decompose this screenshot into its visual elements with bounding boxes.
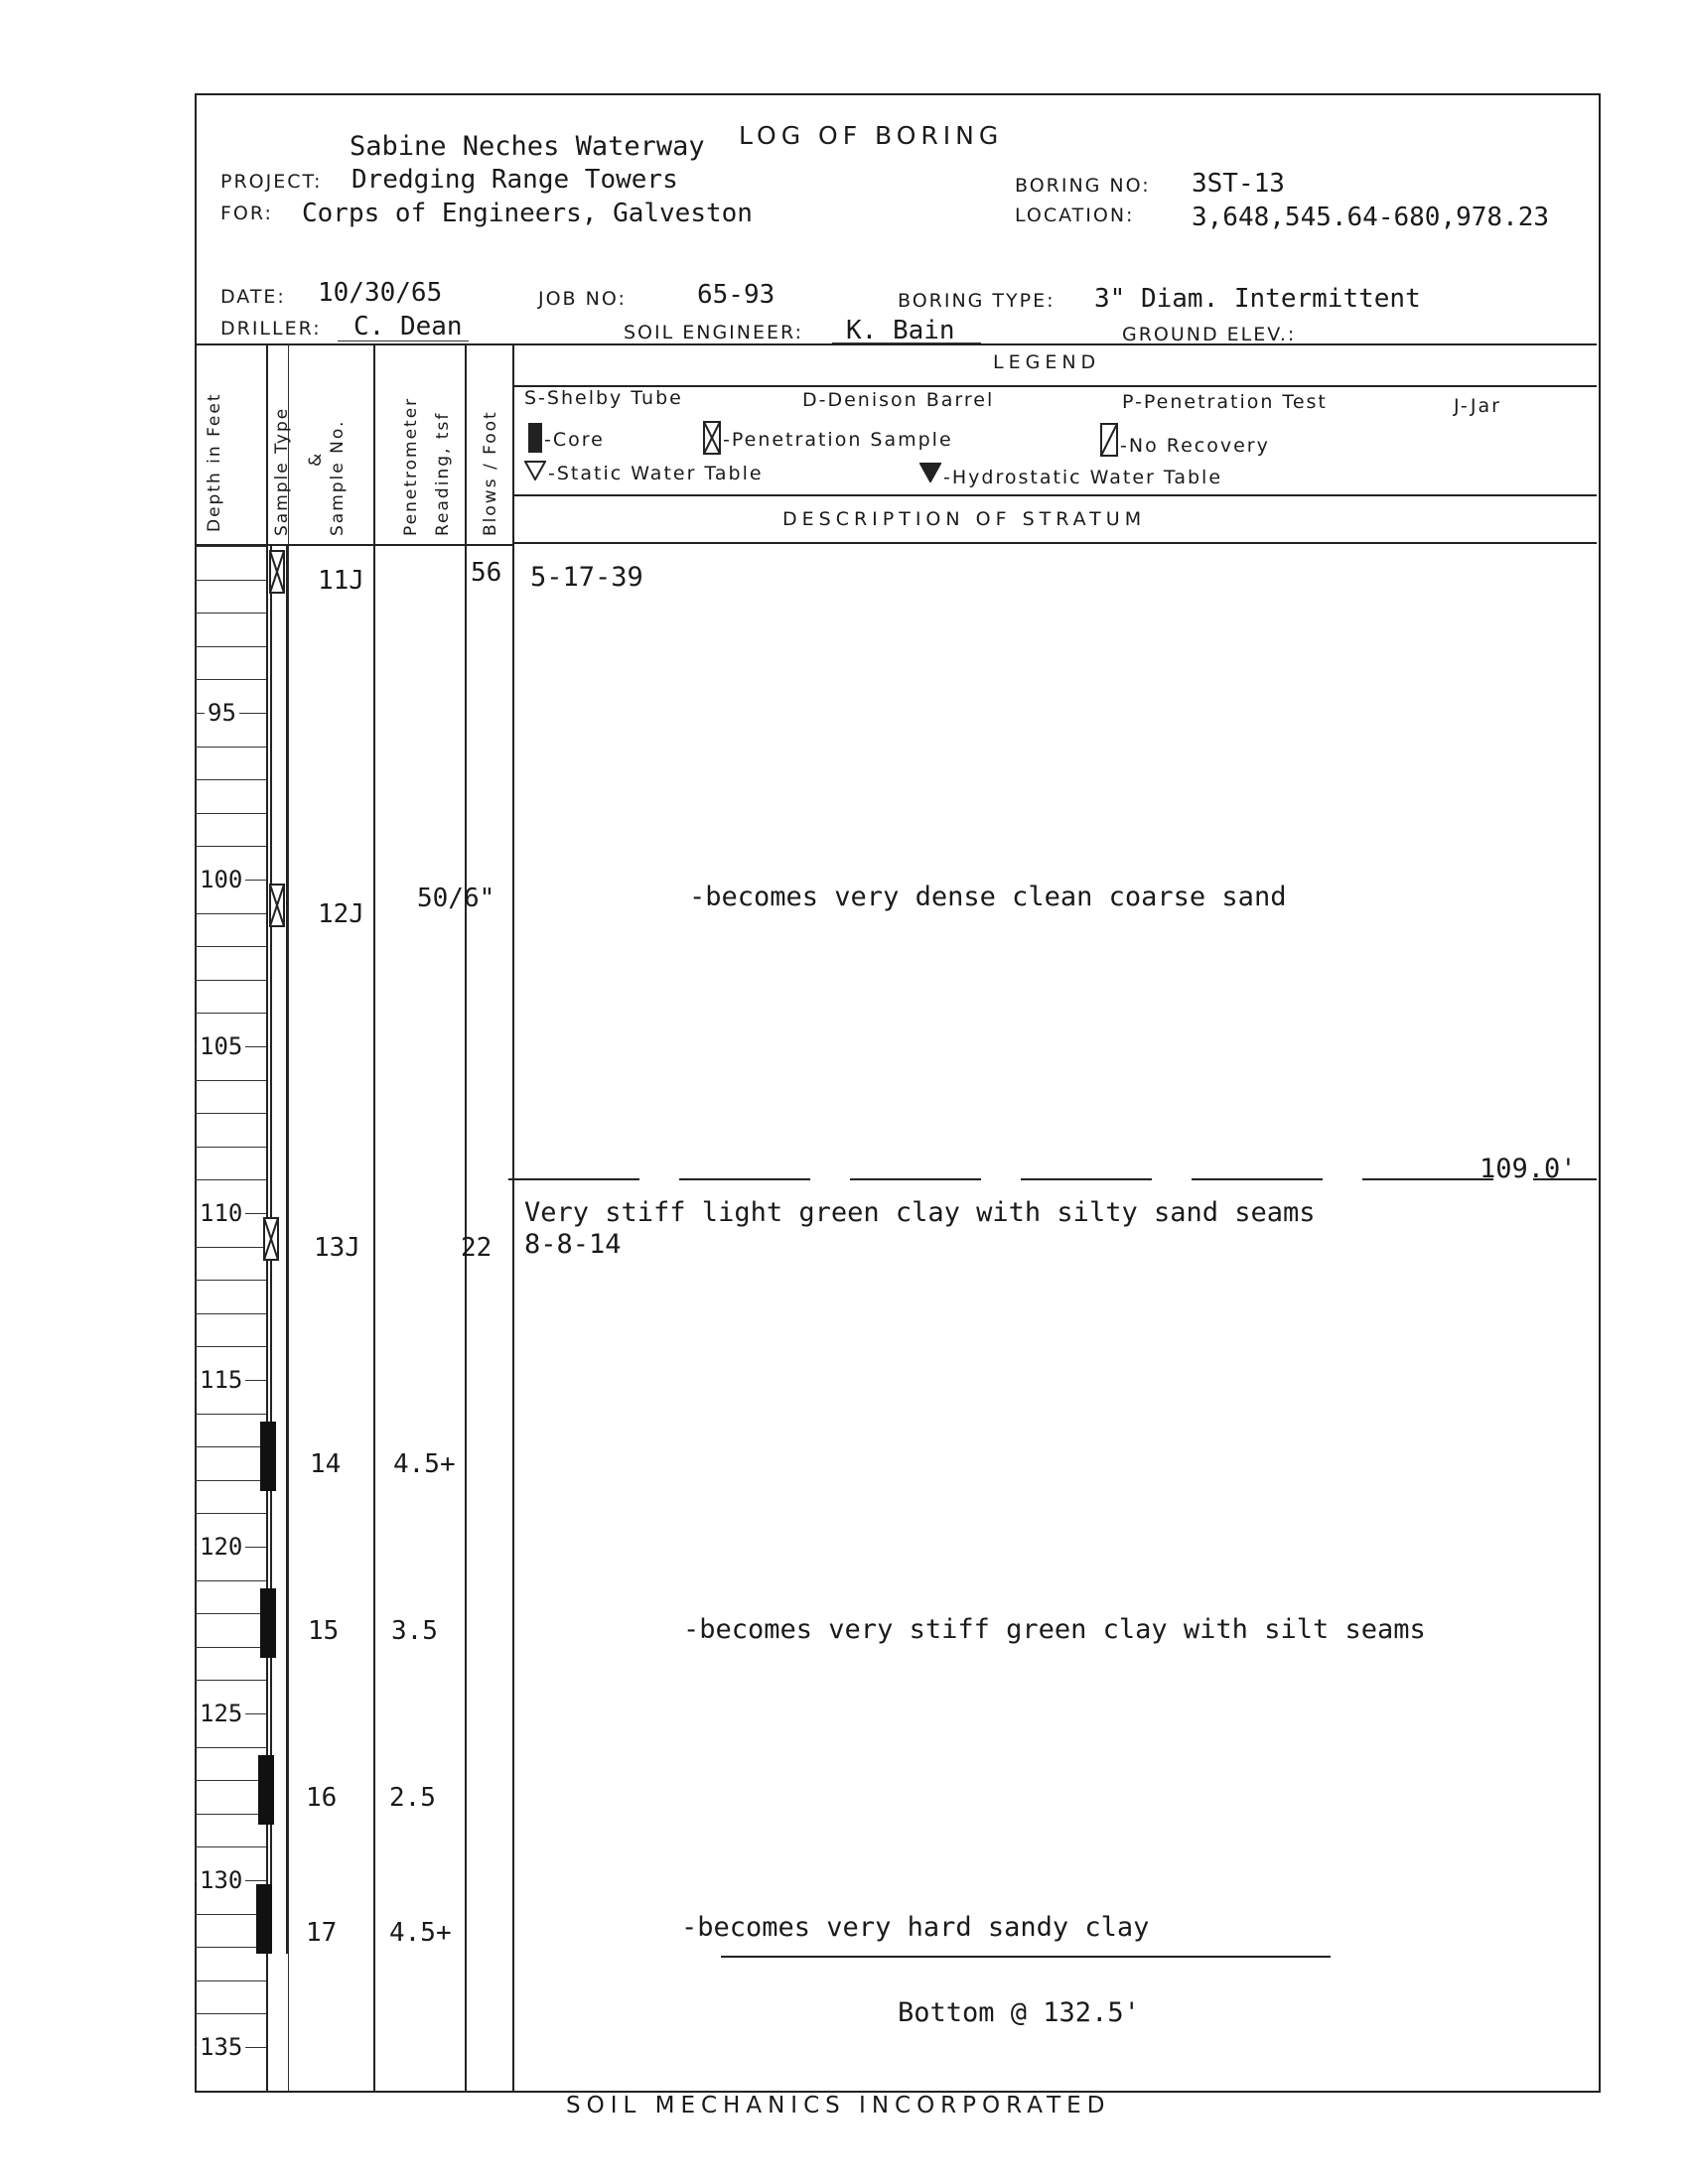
depth-label-95: 95 (205, 699, 239, 727)
description-stiff-green-clay: Very stiff light green clay with silty sand seams (524, 1197, 1316, 1228)
col-header-sample-type: Sample Type (272, 406, 292, 536)
blows-11j: 56 (471, 558, 502, 588)
hydrostatic-water-legend-icon (919, 463, 941, 482)
depth-tick (195, 1480, 266, 1481)
legend-static-water: -Static Water Table (548, 463, 764, 484)
penetrometer-14: 4.5+ (393, 1449, 456, 1479)
depth-label-105: 105 (197, 1032, 245, 1060)
penetration-sample-13j-icon (263, 1217, 279, 1261)
stratum-depth-label: 109.0' (1480, 1154, 1577, 1184)
depth-tick (195, 679, 266, 680)
description-dense-sand: -becomes very dense clean coarse sand (689, 882, 1287, 912)
core-legend-icon (528, 423, 542, 453)
legend-core: -Core (544, 429, 605, 451)
core-sample-16-icon (258, 1755, 274, 1825)
legend-shelby: S-Shelby Tube (524, 387, 683, 409)
for-value: Corps of Engineers, Galveston (302, 199, 753, 228)
col-divider-blows (512, 343, 514, 2091)
sample-no-14: 14 (310, 1449, 342, 1479)
depth-tick (195, 1680, 266, 1681)
depth-tick (195, 1313, 266, 1314)
depth-tick (195, 1780, 266, 1781)
depth-tick (195, 1179, 266, 1180)
core-sample-17-icon (256, 1884, 272, 1954)
legend-jar: J-Jar (1454, 395, 1501, 417)
depth-tick (195, 1446, 266, 1447)
penetration-sample-12j-icon (269, 884, 285, 927)
location-label: LOCATION: (1015, 205, 1135, 226)
depth-tick (195, 1080, 266, 1081)
boring-type-value: 3" Diam. Intermittent (1094, 284, 1421, 314)
depth-tick (195, 580, 266, 581)
date-label: DATE: (220, 286, 286, 308)
blows-13j: 22 (461, 1233, 493, 1263)
depth-tick (195, 1113, 266, 1114)
depth-tick (195, 1346, 266, 1347)
penetrometer-16: 2.5 (389, 1783, 436, 1813)
col-divider-sample-type (288, 343, 289, 2091)
soil-engineer-label: SOIL ENGINEER: (624, 322, 804, 343)
boring-no-value: 3ST-13 (1192, 169, 1285, 199)
depth-tick (195, 1747, 266, 1748)
col-header-sample-amp: & (306, 451, 326, 467)
sample-no-13j: 13J (314, 1233, 360, 1263)
footer-company: SOIL MECHANICS INCORPORATED (566, 2093, 1111, 2118)
core-sample-14-icon (260, 1422, 276, 1491)
description-header: DESCRIPTION OF STRATUM (782, 508, 1147, 530)
col-header-depth: Depth in Feet (205, 392, 224, 532)
col-divider-sample-no (373, 343, 375, 2091)
depth-tick (195, 913, 266, 914)
legend-bottom-line (512, 494, 1597, 496)
header-divider (195, 343, 1597, 345)
depth-tick (195, 946, 266, 947)
depth-tick (195, 1814, 266, 1815)
project-label: PROJECT: (220, 171, 323, 193)
sample-no-15: 15 (308, 1616, 340, 1646)
depth-tick (195, 779, 266, 780)
depth-tick (195, 1613, 266, 1614)
depth-tick (195, 613, 266, 614)
legend-denison: D-Denison Barrel (802, 389, 995, 411)
depth-tick (195, 1846, 266, 1847)
depth-tick (195, 1414, 266, 1415)
location-value: 3,648,545.64-680,978.23 (1192, 203, 1550, 232)
no-recovery-legend-icon (1100, 423, 1118, 457)
depth-tick (195, 1980, 266, 1981)
for-label: FOR: (220, 203, 273, 224)
depth-tick (195, 1280, 266, 1281)
depth-label-110: 110 (197, 1199, 245, 1227)
penetration-sample-11j-icon (269, 550, 285, 594)
core-sample-15-icon (260, 1588, 276, 1658)
description-blow-counts-2: 8-8-14 (524, 1229, 622, 1260)
legend-hydrostatic-water: -Hydrostatic Water Table (943, 467, 1223, 488)
depth-tick (195, 747, 266, 748)
description-blow-counts-1: 5-17-39 (530, 562, 643, 593)
depth-tick (195, 1013, 266, 1014)
depth-tick (195, 646, 266, 647)
col-header-reading: Reading, tsf (433, 411, 453, 536)
depth-tick (195, 1647, 266, 1648)
boring-no-label: BORING NO: (1015, 175, 1151, 197)
sample-no-16: 16 (306, 1783, 338, 1813)
depth-tick (195, 980, 266, 981)
boring-type-label: BORING TYPE: (898, 290, 1056, 312)
depth-tick (195, 1513, 266, 1514)
depth-tick (195, 846, 266, 847)
stratum-boundary-line (508, 1173, 1601, 1185)
driller-label: DRILLER: (220, 318, 322, 340)
legend-penetration-sample: -Penetration Sample (723, 429, 953, 451)
ground-elev-label: GROUND ELEV.: (1122, 324, 1297, 345)
depth-label-120: 120 (197, 1533, 245, 1561)
depth-tick (195, 813, 266, 814)
depth-label-115: 115 (197, 1366, 245, 1394)
depth-label-125: 125 (197, 1700, 245, 1727)
project-value: Dredging Range Towers (352, 165, 678, 195)
depth-label-100: 100 (197, 866, 245, 893)
date-value: 10/30/65 (318, 278, 443, 308)
depth-label-130: 130 (197, 1866, 245, 1894)
col-header-penetrometer: Penetrometer (401, 396, 421, 536)
depth-tick (195, 1147, 266, 1148)
bottom-boring-line (721, 1956, 1331, 1958)
description-header-line (512, 542, 1597, 544)
soil-engineer-value: K. Bain (846, 316, 955, 345)
penetrometer-17: 4.5+ (389, 1918, 452, 1948)
project-name: Sabine Neches Waterway (350, 131, 705, 162)
col-header-sample-no: Sample No. (328, 419, 348, 536)
static-water-legend-icon (524, 461, 546, 480)
penetrometer-15: 3.5 (391, 1616, 438, 1646)
description-silt-seams: -becomes very stiff green clay with silt seams (683, 1614, 1426, 1645)
legend-title: LEGEND (993, 351, 1101, 373)
depth-tick (195, 546, 266, 547)
penetrometer-12j: 50/6" (417, 884, 495, 913)
depth-tick (195, 2013, 266, 2014)
log-title: LOG OF BORING (739, 121, 1004, 150)
description-hard-sandy-clay: -becomes very hard sandy clay (681, 1912, 1150, 1943)
depth-tick (195, 1247, 266, 1248)
legend-penetration-test: P-Penetration Test (1122, 391, 1328, 413)
legend-no-recovery: -No Recovery (1120, 435, 1270, 457)
col-divider-penetrometer (465, 343, 467, 2091)
job-no-label: JOB NO: (538, 288, 627, 310)
sample-no-11j: 11J (318, 566, 364, 596)
depth-tick (195, 1580, 266, 1581)
penetration-sample-legend-icon (703, 421, 721, 455)
sample-no-17: 17 (306, 1918, 338, 1948)
col-header-blows: Blows / Foot (481, 410, 500, 536)
driller-value: C. Dean (353, 312, 463, 341)
depth-label-135: 135 (197, 2033, 245, 2061)
bottom-depth: Bottom @ 132.5' (898, 1997, 1140, 2028)
sample-no-12j: 12J (318, 899, 364, 929)
job-no-value: 65-93 (697, 280, 776, 310)
